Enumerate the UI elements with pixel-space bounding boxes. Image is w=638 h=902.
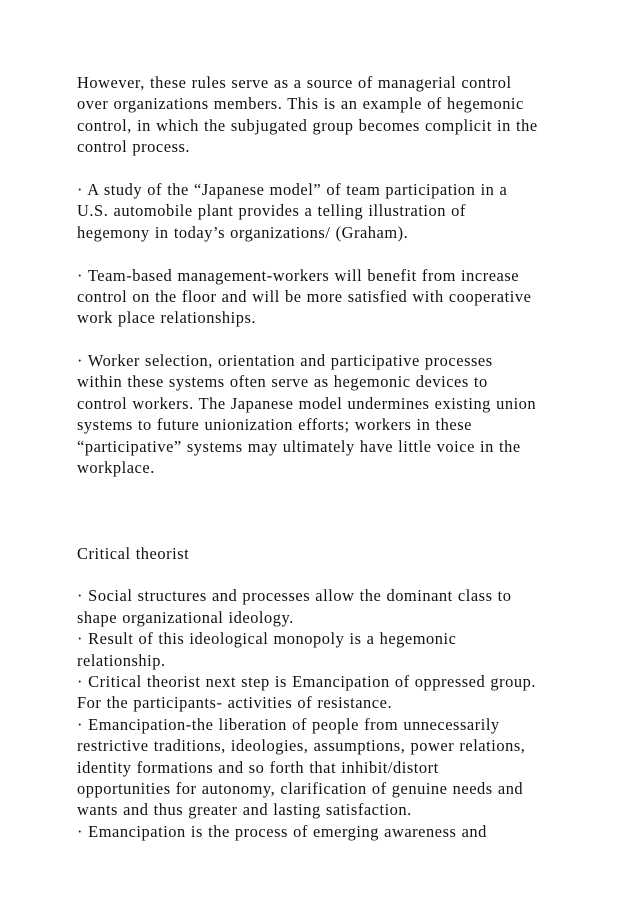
text-line: wants and thus greater and lasting satisfaction. xyxy=(77,800,412,820)
text-line: · Emancipation-the liberation of people from unnecessarily xyxy=(77,714,500,734)
document-body xyxy=(77,72,577,842)
text-line: · Result of this ideological monopoly is a hegemonic xyxy=(77,629,457,649)
text-line: · Team-based management-workers will benefit from increase xyxy=(77,265,520,285)
text-line: workplace. xyxy=(77,458,155,478)
text-line: relationship. xyxy=(77,650,166,670)
bullet-japanese-model xyxy=(77,179,577,243)
text-line: · Worker selection, orientation and participative processes xyxy=(77,351,493,371)
text-line: hegemony in today’s organizations/ (Graham). xyxy=(77,222,409,242)
text-line: For the participants- activities of resistance. xyxy=(77,693,393,713)
paragraph-managerial-control xyxy=(77,72,577,158)
text-line: However, these rules serve as a source of managerial control xyxy=(77,73,512,92)
text-line: “participative” systems may ultimately have little voice in the xyxy=(77,436,521,456)
text-line: control, in which the subjugated group becomes complicit in the xyxy=(77,115,538,135)
critical-theorist-bullets xyxy=(77,585,577,842)
blank-line xyxy=(77,500,577,521)
text-line: work place relationships. xyxy=(77,308,257,328)
text-line: · A study of the “Japanese model” of team participation in a xyxy=(77,179,508,199)
text-line: over organizations members. This is an example of hegemonic xyxy=(77,94,524,114)
section-heading: Critical theorist xyxy=(77,543,190,563)
blank-line xyxy=(77,158,577,179)
text-line: · Critical theorist next step is Emancipation of oppressed group. xyxy=(77,671,537,691)
text-line: restrictive traditions, ideologies, assumptions, power relations, xyxy=(77,736,526,756)
text-line: control on the floor and will be more satisfied with cooperative xyxy=(77,286,532,306)
text-line: identity formations and so forth that inhibit/distort xyxy=(77,757,439,777)
text-line: control process. xyxy=(77,137,191,157)
text-line: opportunities for autonomy, clarification of genuine needs and xyxy=(77,778,524,798)
blank-line xyxy=(77,564,577,585)
blank-line xyxy=(77,478,577,499)
blank-line xyxy=(77,521,577,542)
text-line: · Social structures and processes allow the dominant class to xyxy=(77,586,512,606)
bullet-team-based xyxy=(77,265,577,329)
text-line: shape organizational ideology. xyxy=(77,607,294,627)
blank-line xyxy=(77,243,577,264)
text-line: within these systems often serve as hegemonic devices to xyxy=(77,372,488,392)
blank-line xyxy=(77,329,577,350)
bullet-worker-selection xyxy=(77,350,577,478)
text-line: U.S. automobile plant provides a telling illustration of xyxy=(77,201,466,221)
text-line: · Emancipation is the process of emerging awareness and xyxy=(77,821,487,841)
text-line: systems to future unionization efforts; workers in these xyxy=(77,415,472,435)
text-line: control workers. The Japanese model undermines existing union xyxy=(77,393,537,413)
